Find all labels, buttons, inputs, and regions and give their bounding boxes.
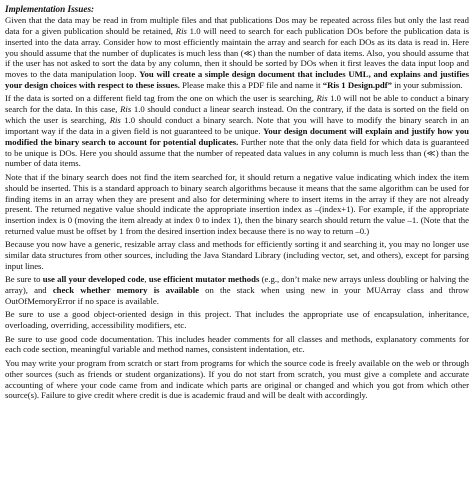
bold-text: “Ris 1 Design.pdf” bbox=[322, 80, 392, 91]
text-run: , bbox=[144, 274, 149, 285]
paragraph-8 bbox=[5, 358, 469, 401]
text-run: Please make this a PDF file and name it bbox=[179, 80, 323, 91]
italic-text: Ris bbox=[109, 115, 121, 126]
italic-text: Ris bbox=[120, 104, 132, 115]
text-run: Given that the data may be read in from multiple files and that publications Dos may be repeated across files but only the last read data for a given publication should be retained, bbox=[5, 15, 469, 36]
bold-text: use efficient mutator methods bbox=[148, 274, 260, 285]
text-run: on the stack when using new in your MUArray class and throw OutOfMemoryError if no space is available. bbox=[5, 285, 469, 307]
text-run: You may write your program from scratch or start from programs for which the source code is freely available on the web or through other sources (such as friends or student organizations). If you do not start from scratch, you must give a complete and accurate accounting of where your code came from and indicate which parts are original or changed and which you got from which other source(s). Failure to give credit where credit is due is academic fraud and will be dealt with accordingly. bbox=[5, 357, 469, 401]
bold-text: check whether memory is available bbox=[52, 285, 199, 296]
text-run: 1.0 will not be able to conduct a binary search for the data. In this case, bbox=[5, 93, 469, 115]
text-run: in your submission. bbox=[392, 80, 463, 91]
text-run: 1.0 should conduct a binary search. Note that you will have to modify the binary search in an important way if the data in a given field is not guaranteed to be unique. bbox=[5, 115, 469, 136]
text-run: 1.0 will need to search for each publication DOs before the publication data is inserted into the data array. Consider how to most efficiently maintain the array and search for each DOs as its data is read in. Here you should assume that the number of duplicates is much less than (≪) than the number of data items. Also, you should assume that if the user has not asked to sort the data by any column, then it should be sorted by DOs when it first leaves the data input loop and moves to the data manipulation loop. bbox=[5, 25, 470, 80]
paragraph-3 bbox=[5, 172, 469, 237]
paragraph-6 bbox=[5, 309, 469, 331]
text-run: Be sure to use a good object-oriented design in this project. That includes the appropriate use of encapsulation, inheritance, overloading, overriding, accessibility modifiers, etc. bbox=[5, 309, 469, 331]
paragraph-4 bbox=[5, 239, 469, 272]
text-run: Be sure to use good code documentation. This includes header comments for all classes and methods, explanatory comments for each code section, meaningful variable and method names, consistent indentation, etc. bbox=[5, 333, 469, 355]
paragraph-1 bbox=[5, 15, 469, 91]
italic-text: Ris bbox=[316, 93, 328, 104]
bold-text: You will create a simple design document that includes UML, and explains and justifies your design choices with respect to these issues. bbox=[5, 69, 469, 91]
bold-text: use all your developed code bbox=[42, 274, 145, 285]
bold-text: Your design document will explain and justify how you modified the binary search to account for potential duplicates. bbox=[5, 125, 469, 147]
paragraph-2 bbox=[5, 93, 469, 169]
text-run: Be sure to bbox=[5, 274, 43, 285]
section-heading: Implementation Issues: bbox=[5, 4, 95, 14]
document-body bbox=[5, 15, 469, 401]
text-run: (e.g., don’t make new arrays unless doubling or halving the array), and bbox=[5, 274, 470, 296]
text-run: Because you now have a generic, resizable array class and methods for efficiently sorting it and searching it, you may no longer use similar data structures from other sources, including the Java Standard Library (including vector, set, and others), except for parsing input lines. bbox=[5, 239, 469, 272]
paragraph-7 bbox=[5, 334, 469, 356]
text-run: Further note that the only data field for which data is guaranteed to be unique is DOs. Here you should assume that the number of repeated data values in any column is much less than (≪) than the number of data items. bbox=[5, 136, 469, 169]
text-run: If the data is sorted on a different field tag from the one on which the user is searching, bbox=[5, 93, 317, 104]
paragraph-5 bbox=[5, 274, 469, 307]
italic-text: Ris bbox=[175, 25, 187, 36]
text-run: Note that if the binary search does not find the item searched for, it should return a negative value indicating which index the item should be inserted. This is a standard approach to binary search algorithms because it means that the same algorithm can be used for finding items in an array when they are present and also for determining where to insert items in the array if they are not already present. The returned negative value should indicate the appropriate insertion index as –(index+1). For example, if the appropriate insertion index is 0 (moving the item already at index 0 to index 1), then the binary search should return the value –1. (Note that the returned value must be offset by 1 from the desired insertion index because there is no way to return –0.) bbox=[5, 171, 469, 237]
text-run: 1.0 should conduct a linear search instead. On the contrary, if the data is sorted on the field on which the user is searching, bbox=[5, 104, 469, 126]
